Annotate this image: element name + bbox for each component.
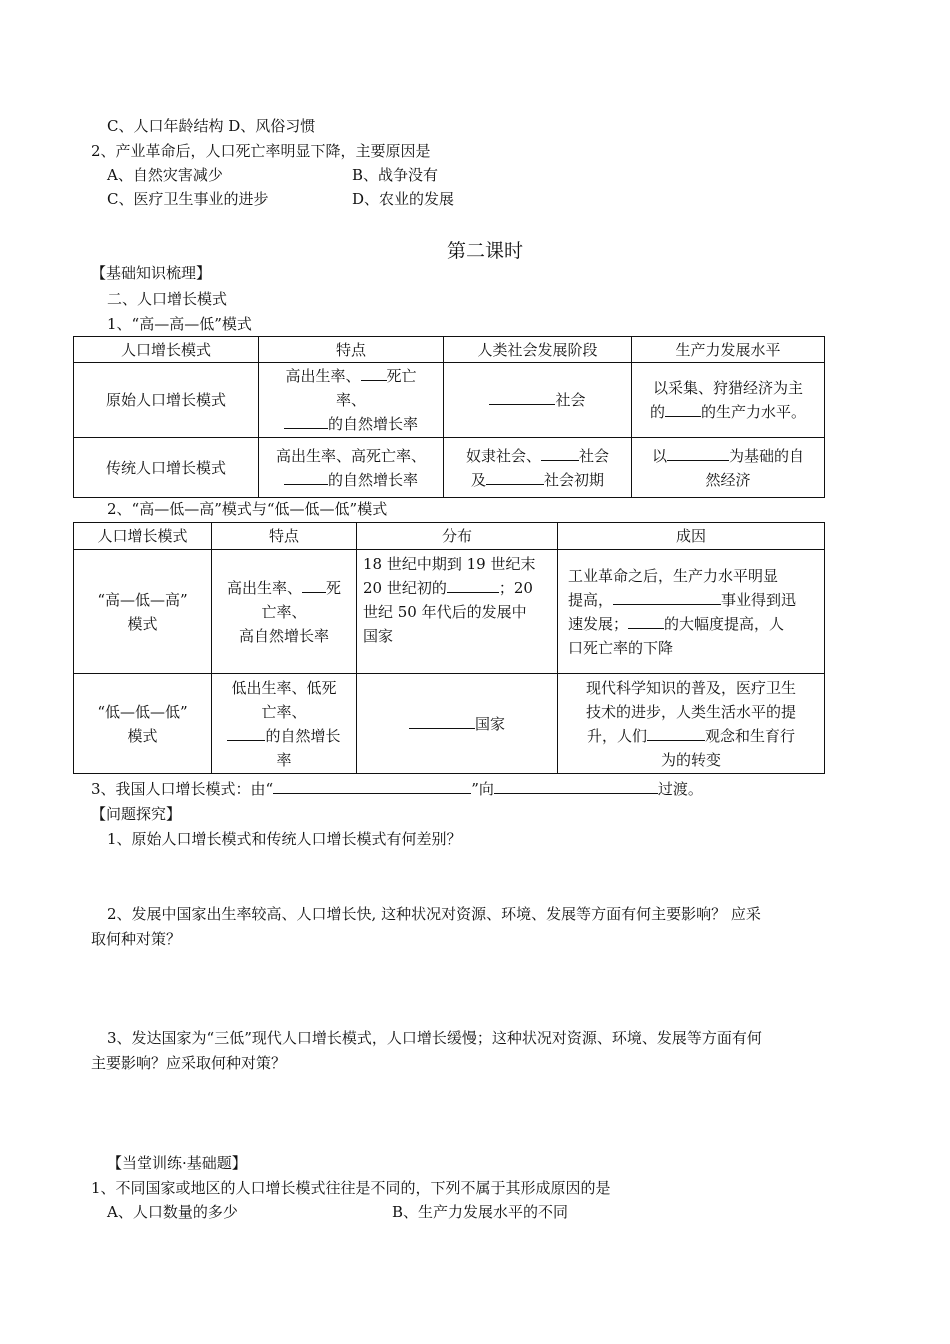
cell-text: 率、 bbox=[335, 391, 366, 409]
feature-cell bbox=[212, 674, 357, 774]
blank-line bbox=[613, 590, 721, 605]
cell-text: 国家 bbox=[363, 627, 394, 645]
table-row bbox=[74, 550, 825, 674]
distribution-cell bbox=[357, 674, 558, 774]
table-high-low-high bbox=[73, 522, 825, 774]
cell-text: 以采集、狩猎经济为主 bbox=[652, 379, 803, 397]
cell-text: 的自然增长 bbox=[265, 726, 341, 745]
blank-line bbox=[486, 470, 544, 485]
col-header: 人类社会发展阶段 bbox=[444, 337, 632, 363]
mode-cell: 原始人口增长模式 bbox=[74, 363, 259, 438]
cell-text: 高出生率、 bbox=[226, 578, 302, 597]
stage-cell bbox=[444, 438, 632, 498]
explore-question-3-line1: 3、发达国家为“三低”现代人口增长模式，人口增长缓慢；这种状况对资源、环境、发展等方面有何 bbox=[107, 1029, 762, 1047]
item2-heading: 2、“高—低—高”模式与“低—低—低”模式 bbox=[107, 500, 388, 518]
cell-text: 世纪 50 年代后的发展中 bbox=[363, 603, 527, 621]
cell-text: 及 bbox=[470, 470, 486, 489]
item3-text: 过渡。 bbox=[657, 780, 703, 798]
col-header: 特点 bbox=[212, 523, 357, 550]
productivity-cell bbox=[632, 438, 825, 498]
cell-text: 的生产力水平。 bbox=[701, 403, 807, 421]
cell-text: 社会初期 bbox=[544, 470, 605, 489]
cell-text: 升，人们 bbox=[586, 726, 647, 745]
blank-line bbox=[647, 726, 705, 741]
distribution-cell bbox=[357, 550, 558, 674]
cell-text: 亡率、 bbox=[261, 702, 307, 721]
cell-text: 国家 bbox=[474, 714, 505, 733]
cell-text: 死亡 bbox=[386, 367, 417, 385]
table-row bbox=[74, 438, 825, 498]
table-header-row bbox=[74, 337, 825, 363]
feature-cell bbox=[259, 363, 444, 438]
blank-line bbox=[665, 402, 701, 417]
cell-text: 然经济 bbox=[705, 470, 751, 489]
basics-heading: 【基础知识梳理】 bbox=[91, 264, 212, 282]
blank-line bbox=[361, 366, 387, 381]
col-header: 成因 bbox=[558, 523, 825, 550]
cell-text: 低出生率、低死 bbox=[231, 678, 337, 697]
cell-text: “高—低—高” bbox=[97, 590, 188, 609]
mode-cell bbox=[74, 550, 212, 674]
cell-text: 现代科学知识的普及，医疗卫生 bbox=[585, 678, 796, 697]
explore-question-3-line2: 主要影响？应采取何种对策？ bbox=[91, 1054, 287, 1072]
feature-cell bbox=[259, 438, 444, 498]
cell-text: 率 bbox=[276, 750, 292, 769]
q2-option-d: D、农业的发展 bbox=[352, 190, 455, 208]
mode-cell bbox=[74, 674, 212, 774]
cell-text: 的大幅度提高，人 bbox=[664, 614, 785, 633]
cell-text: 以 bbox=[651, 446, 667, 465]
cell-text: 死 bbox=[326, 578, 342, 597]
cell-text: 观念和生育行 bbox=[705, 726, 796, 745]
cell-text: 社会 bbox=[555, 391, 586, 409]
blank-line bbox=[494, 779, 658, 794]
cell-text: 20 世纪初的 bbox=[363, 579, 447, 597]
basics-subheading: 二、人口增长模式 bbox=[107, 290, 228, 308]
item3-line bbox=[91, 779, 703, 799]
cell-text: ；20 bbox=[498, 579, 533, 597]
explore-question-2-line1: 2、发展中国家出生率较高、人口增长快, 这种状况对资源、环境、发展等方面有何主要影响？ 应采 bbox=[107, 905, 761, 923]
blank-line bbox=[628, 614, 664, 629]
item1-heading: 1、“高—高—低”模式 bbox=[107, 315, 252, 333]
cell-text: 事业得到迅 bbox=[721, 590, 797, 609]
cell-text: 为的转变 bbox=[660, 750, 721, 769]
blank-line bbox=[489, 390, 555, 405]
cell-text: 工业革命之后，生产力水平明显 bbox=[568, 566, 779, 585]
cell-text: 为基础的自 bbox=[729, 446, 805, 465]
blank-line bbox=[284, 470, 328, 485]
cell-text: 亡率、 bbox=[261, 602, 307, 621]
explore-question-1: 1、原始人口增长模式和传统人口增长模式有何差别？ bbox=[107, 830, 462, 848]
table-high-high-low bbox=[73, 336, 825, 498]
cell-text: 口死亡率的下降 bbox=[568, 638, 674, 657]
col-header: 人口增长模式 bbox=[74, 337, 259, 363]
blank-line bbox=[284, 414, 328, 429]
stage-cell bbox=[444, 363, 632, 438]
col-header: 生产力发展水平 bbox=[632, 337, 825, 363]
col-header: 特点 bbox=[259, 337, 444, 363]
blank-line bbox=[273, 779, 471, 794]
item3-text: 3、我国人口增长模式：由“ bbox=[91, 780, 274, 798]
blank-line bbox=[409, 714, 475, 729]
cell-text: 模式 bbox=[127, 614, 158, 633]
q2-option-c: C、医疗卫生事业的进步 bbox=[107, 190, 269, 208]
table-header-row bbox=[74, 523, 825, 550]
practice-heading: 【当堂训练·基础题】 bbox=[107, 1154, 247, 1172]
cell-text: 的自然增长率 bbox=[327, 415, 418, 433]
lesson-title: 第二课时 bbox=[446, 240, 523, 262]
cell-text: “低—低—低” bbox=[97, 702, 188, 721]
cell-text: 的 bbox=[649, 403, 665, 421]
cell-text: 奴隶社会、 bbox=[465, 446, 541, 465]
practice-question-1: 1、不同国家或地区的人口增长模式往往是不同的，下列不属于其形成原因的是 bbox=[91, 1179, 611, 1197]
table-row bbox=[74, 674, 825, 774]
cell-text: 高出生率、高死亡率、 bbox=[275, 446, 426, 465]
col-header: 分布 bbox=[357, 523, 558, 550]
blank-line bbox=[302, 578, 326, 593]
cell-text: 的自然增长率 bbox=[327, 470, 418, 489]
explore-question-2-line2: 取何种对策？ bbox=[91, 930, 182, 948]
q2-option-a: A、自然灾害减少 bbox=[107, 166, 223, 184]
cause-cell bbox=[558, 550, 825, 674]
q2-stem: 2、产业革命后，人口死亡率明显下降，主要原因是 bbox=[91, 142, 431, 160]
cell-text: 高自然增长率 bbox=[238, 626, 329, 645]
q2-option-b: B、战争没有 bbox=[352, 166, 439, 184]
productivity-cell bbox=[632, 363, 825, 438]
table-row bbox=[74, 363, 825, 438]
blank-line bbox=[541, 446, 579, 461]
cell-text: 提高， bbox=[568, 590, 614, 609]
cell-text: 高出生率、 bbox=[285, 367, 361, 385]
cell-text: 18 世纪中期到 19 世纪末 bbox=[363, 555, 536, 573]
cell-text: 技术的进步，人类生活水平的提 bbox=[585, 702, 796, 721]
blank-line bbox=[227, 726, 265, 741]
blank-line bbox=[447, 578, 499, 593]
cell-text: 社会 bbox=[579, 446, 610, 465]
mode-cell: 传统人口增长模式 bbox=[74, 438, 259, 498]
practice-option-a: A、人口数量的多少 bbox=[107, 1203, 238, 1221]
feature-cell bbox=[212, 550, 357, 674]
practice-option-b: B、生产力发展水平的不同 bbox=[392, 1203, 569, 1221]
q1-options-cd: C、人口年龄结构 D、风俗习惯 bbox=[107, 117, 316, 135]
cause-cell bbox=[558, 674, 825, 774]
col-header: 人口增长模式 bbox=[74, 523, 212, 550]
blank-line bbox=[667, 446, 729, 461]
cell-text: 速发展； bbox=[568, 614, 629, 633]
explore-heading: 【问题探究】 bbox=[91, 805, 182, 823]
item3-text: ”向 bbox=[471, 780, 494, 798]
cell-text: 模式 bbox=[127, 726, 158, 745]
